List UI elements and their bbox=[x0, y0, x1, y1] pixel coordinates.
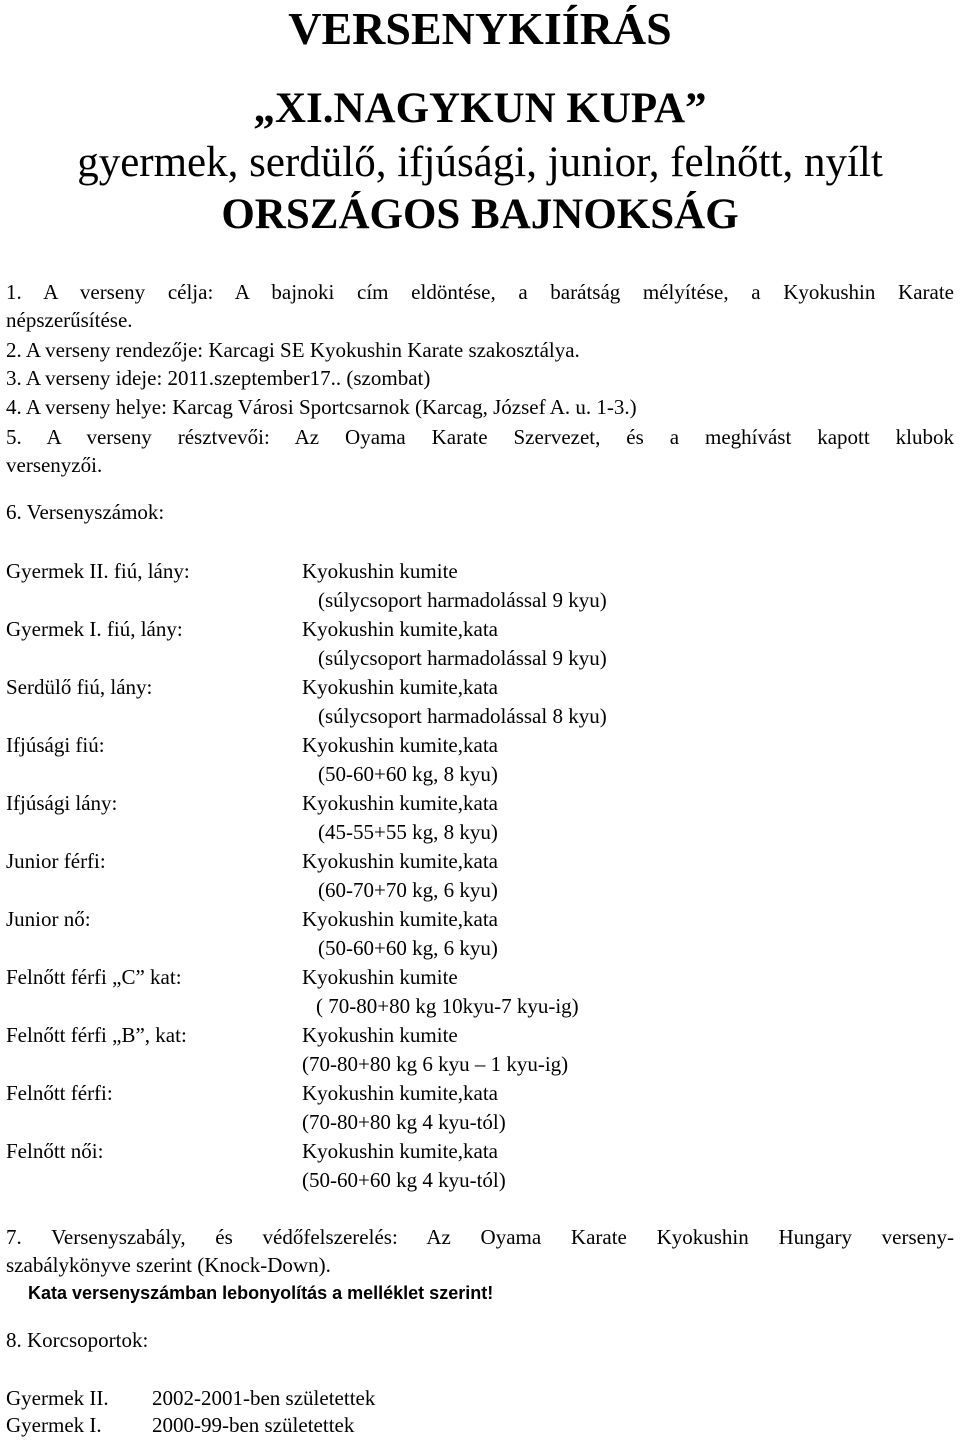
event-detail: (45-55+55 kg, 8 kyu) bbox=[318, 820, 498, 844]
event-discipline: Kyokushin kumite bbox=[302, 559, 458, 583]
event-detail: (60-70+70 kg, 6 kyu) bbox=[318, 878, 498, 902]
event-detail: (70-80+80 kg 6 kyu – 1 kyu-ig) bbox=[302, 1052, 569, 1076]
event-label: Felnőtt női: bbox=[6, 1139, 104, 1163]
category-list: gyermek, serdülő, ifjúsági, junior, felnőtt, nyílt bbox=[77, 139, 883, 186]
event-label: Felnőtt férfi „C” kat: bbox=[6, 965, 182, 989]
participants-line-2: versenyzői. bbox=[6, 453, 103, 477]
purpose-line-2: népszerűsítése. bbox=[6, 308, 133, 332]
event-discipline: Kyokushin kumite,kata bbox=[302, 791, 498, 815]
event-label: Felnőtt férfi: bbox=[6, 1081, 113, 1105]
kata-note: Kata versenyszámban lebonyolítás a melléklet szerint! bbox=[28, 1283, 494, 1303]
age-group-years: 2002-2001-ben születettek bbox=[152, 1386, 376, 1410]
event-detail: (70-80+80 kg 4 kyu-tól) bbox=[302, 1110, 506, 1134]
age-group-label: Gyermek II. bbox=[6, 1386, 109, 1410]
event-detail: ( 70-80+80 kg 10kyu-7 kyu-ig) bbox=[316, 994, 579, 1018]
venue-line: 4. A verseny helye: Karcag Városi Sportcsarnok (Karcag, József A. u. 1-3.) bbox=[6, 395, 637, 419]
event-label: Felnőtt férfi „B”, kat: bbox=[6, 1023, 187, 1047]
rules-line-1: 7. Versenyszabály, és védőfelszerelés: Az Oyama Karate Kyokushin Hungary verseny- bbox=[6, 1225, 954, 1249]
championship-title: ORSZÁGOS BAJNOKSÁG bbox=[221, 191, 739, 238]
event-label: Serdülő fiú, lány: bbox=[6, 675, 153, 699]
event-detail: (50-60+60 kg, 6 kyu) bbox=[318, 936, 498, 960]
rules-line-2: szabálykönyve szerint (Knock-Down). bbox=[6, 1253, 331, 1277]
participants-line-1: 5. A verseny résztvevői: Az Oyama Karate Szervezet, és a meghívást kapott klubok bbox=[6, 425, 954, 449]
event-detail: (súlycsoport harmadolással 9 kyu) bbox=[318, 646, 607, 670]
event-label: Junior nő: bbox=[6, 907, 91, 931]
age-group-label: Gyermek I. bbox=[6, 1413, 102, 1437]
event-discipline: Kyokushin kumite bbox=[302, 965, 458, 989]
cup-name: „XI.NAGYKUN KUPA” bbox=[253, 85, 707, 132]
event-discipline: Kyokushin kumite bbox=[302, 1023, 458, 1047]
date-line: 3. A verseny ideje: 2011.szeptember17.. (szombat) bbox=[6, 366, 431, 390]
event-detail: (50-60+60 kg 4 kyu-tól) bbox=[302, 1168, 506, 1192]
document-title: VERSENYKIÍRÁS bbox=[288, 3, 672, 54]
event-discipline: Kyokushin kumite,kata bbox=[302, 1081, 498, 1105]
event-detail: (50-60+60 kg, 8 kyu) bbox=[318, 762, 498, 786]
event-detail: (súlycsoport harmadolással 9 kyu) bbox=[318, 588, 607, 612]
event-discipline: Kyokushin kumite,kata bbox=[302, 907, 498, 931]
event-discipline: Kyokushin kumite,kata bbox=[302, 1139, 498, 1163]
event-discipline: Kyokushin kumite,kata bbox=[302, 617, 498, 641]
events-heading: 6. Versenyszámok: bbox=[6, 500, 165, 524]
event-label: Ifjúsági lány: bbox=[6, 791, 118, 815]
organizer-line: 2. A verseny rendezője: Karcagi SE Kyokushin Karate szakosztálya. bbox=[6, 338, 580, 362]
purpose-line-1: 1. A verseny célja: A bajnoki cím eldöntése, a barátság mélyítése, a Kyokushin Karate bbox=[6, 280, 954, 304]
age-groups-heading: 8. Korcsoportok: bbox=[6, 1328, 149, 1352]
event-label: Junior férfi: bbox=[6, 849, 106, 873]
event-discipline: Kyokushin kumite,kata bbox=[302, 675, 498, 699]
event-label: Ifjúsági fiú: bbox=[6, 733, 105, 757]
event-label: Gyermek II. fiú, lány: bbox=[6, 559, 190, 583]
event-detail: (súlycsoport harmadolással 8 kyu) bbox=[318, 704, 607, 728]
event-discipline: Kyokushin kumite,kata bbox=[302, 733, 498, 757]
event-label: Gyermek I. fiú, lány: bbox=[6, 617, 183, 641]
event-discipline: Kyokushin kumite,kata bbox=[302, 849, 498, 873]
age-group-years: 2000-99-ben születettek bbox=[152, 1413, 355, 1437]
